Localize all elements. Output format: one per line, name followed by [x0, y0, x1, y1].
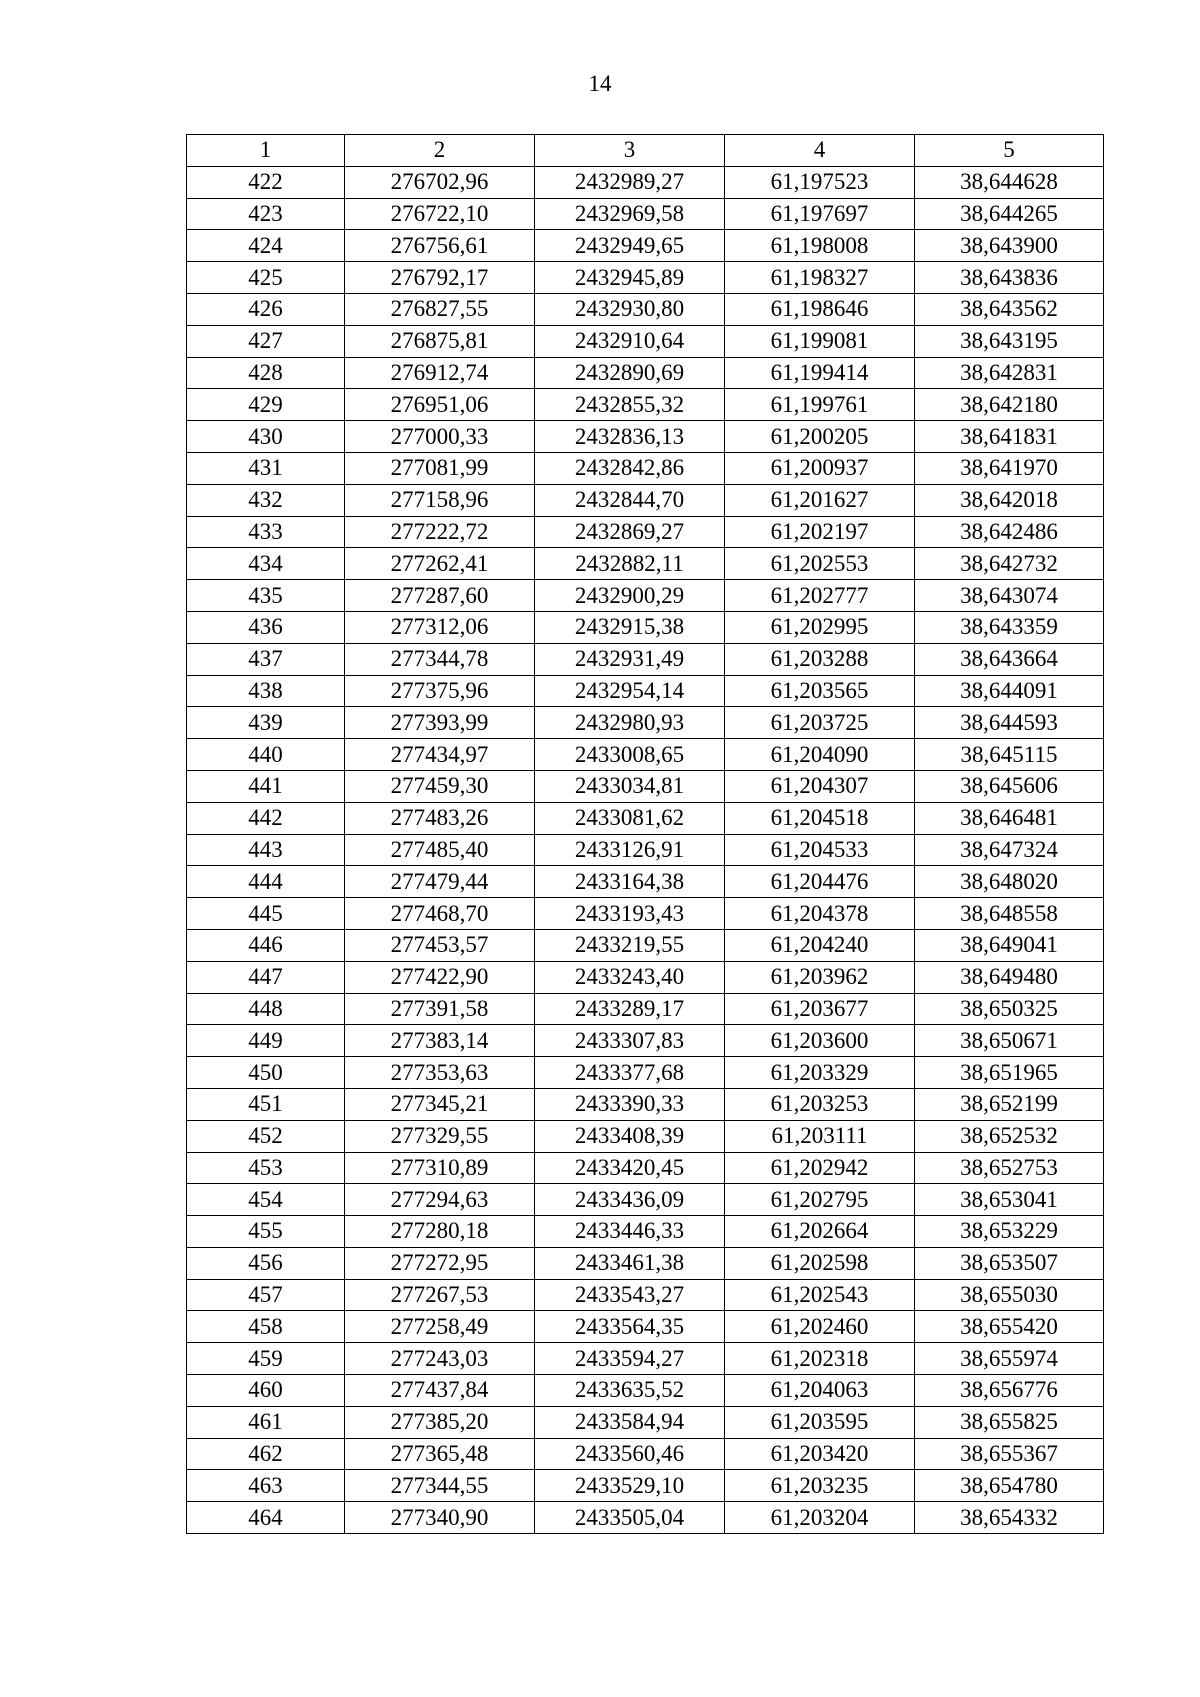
- table-row: [187, 1184, 1104, 1216]
- table-cell: 61,199081: [725, 325, 915, 357]
- table-cell: 2432930,80: [535, 293, 725, 325]
- table-cell: 2432945,89: [535, 262, 725, 294]
- table-body: [187, 166, 1104, 1533]
- table-row: [187, 357, 1104, 389]
- table-cell: 2432900,29: [535, 580, 725, 612]
- table-row: [187, 262, 1104, 294]
- table-cell: 61,197523: [725, 166, 915, 198]
- table-cell: 38,642018: [915, 484, 1104, 516]
- table-cell: 2433390,33: [535, 1088, 725, 1120]
- table-cell: 61,204378: [725, 898, 915, 930]
- table-cell: 38,643359: [915, 611, 1104, 643]
- table-cell: 2432980,93: [535, 707, 725, 739]
- table-cell: 276756,61: [345, 230, 535, 262]
- table-cell: 61,204533: [725, 834, 915, 866]
- table-cell: 61,202598: [725, 1247, 915, 1279]
- table-cell: 38,647324: [915, 834, 1104, 866]
- table-cell: 38,653507: [915, 1247, 1104, 1279]
- table-cell: 277272,95: [345, 1247, 535, 1279]
- table-cell: 38,652199: [915, 1088, 1104, 1120]
- table-row: [187, 611, 1104, 643]
- table-row: [187, 1152, 1104, 1184]
- table-cell: 61,203725: [725, 707, 915, 739]
- table-cell: 2433408,39: [535, 1120, 725, 1152]
- table-cell: 456: [187, 1247, 345, 1279]
- table-cell: 61,203420: [725, 1438, 915, 1470]
- table-cell: 430: [187, 421, 345, 453]
- table-cell: 38,650671: [915, 1025, 1104, 1057]
- table-cell: 277383,14: [345, 1025, 535, 1057]
- table-cell: 425: [187, 262, 345, 294]
- table-cell: 38,655974: [915, 1343, 1104, 1375]
- table-cell: 277310,89: [345, 1152, 535, 1184]
- table-cell: 453: [187, 1152, 345, 1184]
- table-cell: 277434,97: [345, 739, 535, 771]
- table-row: [187, 770, 1104, 802]
- table-cell: 277365,48: [345, 1438, 535, 1470]
- table-cell: 38,643074: [915, 580, 1104, 612]
- table-cell: 38,651965: [915, 1057, 1104, 1089]
- table-cell: 61,200205: [725, 421, 915, 453]
- table-cell: 277459,30: [345, 770, 535, 802]
- table-cell: 38,643900: [915, 230, 1104, 262]
- table-cell: 61,204240: [725, 929, 915, 961]
- table-cell: 438: [187, 675, 345, 707]
- table-cell: 2432869,27: [535, 516, 725, 548]
- table-cell: 2432855,32: [535, 389, 725, 421]
- table-cell: 38,655030: [915, 1279, 1104, 1311]
- table-cell: 277262,41: [345, 548, 535, 580]
- table-cell: 2432836,13: [535, 421, 725, 453]
- table-cell: 435: [187, 580, 345, 612]
- table-cell: 277468,70: [345, 898, 535, 930]
- table-row: [187, 675, 1104, 707]
- table-cell: 2432949,65: [535, 230, 725, 262]
- table-cell: 2433529,10: [535, 1470, 725, 1502]
- table-cell: 441: [187, 770, 345, 802]
- table-cell: 61,198646: [725, 293, 915, 325]
- table-row: [187, 230, 1104, 262]
- table-cell: 277329,55: [345, 1120, 535, 1152]
- column-header-1: 1: [187, 135, 345, 167]
- table-row: [187, 929, 1104, 961]
- table-cell: 2432989,27: [535, 166, 725, 198]
- table-cell: 277485,40: [345, 834, 535, 866]
- table-cell: 277267,53: [345, 1279, 535, 1311]
- table-cell: 61,202460: [725, 1311, 915, 1343]
- table-cell: 458: [187, 1311, 345, 1343]
- table-cell: 38,656776: [915, 1375, 1104, 1407]
- table-cell: 61,199761: [725, 389, 915, 421]
- table-cell: 2433193,43: [535, 898, 725, 930]
- table-cell: 424: [187, 230, 345, 262]
- table-cell: 2433219,55: [535, 929, 725, 961]
- table-cell: 440: [187, 739, 345, 771]
- table-cell: 61,200937: [725, 452, 915, 484]
- table-cell: 446: [187, 929, 345, 961]
- table-cell: 422: [187, 166, 345, 198]
- table-cell: 38,644628: [915, 166, 1104, 198]
- table-cell: 460: [187, 1375, 345, 1407]
- table-cell: 38,653229: [915, 1216, 1104, 1248]
- table-cell: 463: [187, 1470, 345, 1502]
- table-cell: 451: [187, 1088, 345, 1120]
- table-row: [187, 516, 1104, 548]
- column-header-3: 3: [535, 135, 725, 167]
- table-cell: 2433420,45: [535, 1152, 725, 1184]
- table-cell: 277243,03: [345, 1343, 535, 1375]
- table-cell: 277000,33: [345, 421, 535, 453]
- table-cell: 277391,58: [345, 993, 535, 1025]
- table-cell: 436: [187, 611, 345, 643]
- table-row: [187, 1120, 1104, 1152]
- table-cell: 276827,55: [345, 293, 535, 325]
- table-cell: 2432882,11: [535, 548, 725, 580]
- table-cell: 38,646481: [915, 802, 1104, 834]
- table-cell: 38,652753: [915, 1152, 1104, 1184]
- table-cell: 277345,21: [345, 1088, 535, 1120]
- table-row: [187, 1025, 1104, 1057]
- table-cell: 464: [187, 1502, 345, 1534]
- table-row: [187, 325, 1104, 357]
- table-row: [187, 739, 1104, 771]
- table-cell: 61,202995: [725, 611, 915, 643]
- column-header-5: 5: [915, 135, 1104, 167]
- table-cell: 38,644091: [915, 675, 1104, 707]
- table-cell: 38,643195: [915, 325, 1104, 357]
- table-cell: 277479,44: [345, 866, 535, 898]
- table-cell: 2433377,68: [535, 1057, 725, 1089]
- table-cell: 444: [187, 866, 345, 898]
- table-cell: 2433505,04: [535, 1502, 725, 1534]
- table-cell: 276875,81: [345, 325, 535, 357]
- table-row: [187, 1311, 1104, 1343]
- table-cell: 276912,74: [345, 357, 535, 389]
- table-cell: 61,202543: [725, 1279, 915, 1311]
- table-row: [187, 1343, 1104, 1375]
- table-cell: 2433081,62: [535, 802, 725, 834]
- table-cell: 2433446,33: [535, 1216, 725, 1248]
- table-row: [187, 802, 1104, 834]
- table-cell: 2433243,40: [535, 961, 725, 993]
- table-cell: 277081,99: [345, 452, 535, 484]
- table-cell: 61,203235: [725, 1470, 915, 1502]
- table-cell: 452: [187, 1120, 345, 1152]
- table-row: [187, 1438, 1104, 1470]
- table-cell: 38,645115: [915, 739, 1104, 771]
- table-cell: 61,202795: [725, 1184, 915, 1216]
- table-cell: 61,204307: [725, 770, 915, 802]
- table-row: [187, 866, 1104, 898]
- table-cell: 2432844,70: [535, 484, 725, 516]
- table-cell: 61,204090: [725, 739, 915, 771]
- table-row: [187, 452, 1104, 484]
- table-cell: 2433289,17: [535, 993, 725, 1025]
- table-cell: 38,648558: [915, 898, 1104, 930]
- table-cell: 38,650325: [915, 993, 1104, 1025]
- table-cell: 450: [187, 1057, 345, 1089]
- table-row: [187, 1088, 1104, 1120]
- table-cell: 38,644593: [915, 707, 1104, 739]
- table-cell: 2432954,14: [535, 675, 725, 707]
- table-cell: 448: [187, 993, 345, 1025]
- table-cell: 2433307,83: [535, 1025, 725, 1057]
- table-cell: 461: [187, 1406, 345, 1438]
- table-cell: 429: [187, 389, 345, 421]
- table-cell: 423: [187, 198, 345, 230]
- table-cell: 61,204063: [725, 1375, 915, 1407]
- table-cell: 2433461,38: [535, 1247, 725, 1279]
- table-cell: 38,642486: [915, 516, 1104, 548]
- table-row: [187, 198, 1104, 230]
- table-cell: 2433436,09: [535, 1184, 725, 1216]
- table-cell: 61,203288: [725, 643, 915, 675]
- column-header-2: 2: [345, 135, 535, 167]
- table-cell: 276792,17: [345, 262, 535, 294]
- table-cell: 2432910,64: [535, 325, 725, 357]
- table-cell: 276702,96: [345, 166, 535, 198]
- table-cell: 459: [187, 1343, 345, 1375]
- table-cell: 2433564,35: [535, 1311, 725, 1343]
- table-cell: 434: [187, 548, 345, 580]
- table-cell: 437: [187, 643, 345, 675]
- table-cell: 276722,10: [345, 198, 535, 230]
- table-cell: 38,641970: [915, 452, 1104, 484]
- table-cell: 457: [187, 1279, 345, 1311]
- table-cell: 455: [187, 1216, 345, 1248]
- table-cell: 443: [187, 834, 345, 866]
- table-cell: 431: [187, 452, 345, 484]
- table-cell: 277385,20: [345, 1406, 535, 1438]
- table-cell: 2433594,27: [535, 1343, 725, 1375]
- table-cell: 2433034,81: [535, 770, 725, 802]
- table-cell: 61,203565: [725, 675, 915, 707]
- table-cell: 449: [187, 1025, 345, 1057]
- table-cell: 276951,06: [345, 389, 535, 421]
- table-cell: 439: [187, 707, 345, 739]
- table-cell: 61,201627: [725, 484, 915, 516]
- table-cell: 61,198327: [725, 262, 915, 294]
- table-row: [187, 898, 1104, 930]
- table-cell: 61,202942: [725, 1152, 915, 1184]
- table-cell: 2433635,52: [535, 1375, 725, 1407]
- table-cell: 2432969,58: [535, 198, 725, 230]
- table-cell: 61,203204: [725, 1502, 915, 1534]
- table-cell: 462: [187, 1438, 345, 1470]
- table-cell: 61,203962: [725, 961, 915, 993]
- table-cell: 277258,49: [345, 1311, 535, 1343]
- table-row: [187, 166, 1104, 198]
- table-cell: 277287,60: [345, 580, 535, 612]
- table-cell: 61,202553: [725, 548, 915, 580]
- table-cell: 38,655420: [915, 1311, 1104, 1343]
- table-cell: 277353,63: [345, 1057, 535, 1089]
- table-cell: 277294,63: [345, 1184, 535, 1216]
- table-row: [187, 484, 1104, 516]
- table-row: [187, 707, 1104, 739]
- table-cell: 277312,06: [345, 611, 535, 643]
- table-cell: 433: [187, 516, 345, 548]
- table-cell: 426: [187, 293, 345, 325]
- table-cell: 277422,90: [345, 961, 535, 993]
- table-cell: 61,199414: [725, 357, 915, 389]
- table-cell: 445: [187, 898, 345, 930]
- table-cell: 2433008,65: [535, 739, 725, 771]
- table-cell: 38,643562: [915, 293, 1104, 325]
- table-cell: 277344,55: [345, 1470, 535, 1502]
- table-cell: 277280,18: [345, 1216, 535, 1248]
- header-row: [187, 135, 1104, 167]
- table-row: [187, 1216, 1104, 1248]
- coordinates-table: [186, 134, 1104, 1534]
- table-cell: 61,203595: [725, 1406, 915, 1438]
- table-cell: 277453,57: [345, 929, 535, 961]
- table-cell: 277222,72: [345, 516, 535, 548]
- table-cell: 277483,26: [345, 802, 535, 834]
- table-row: [187, 580, 1104, 612]
- table-cell: 61,203329: [725, 1057, 915, 1089]
- table-row: [187, 1502, 1104, 1534]
- table-cell: 447: [187, 961, 345, 993]
- table-cell: 2433560,46: [535, 1438, 725, 1470]
- table-cell: 277340,90: [345, 1502, 535, 1534]
- table-cell: 277393,99: [345, 707, 535, 739]
- table-row: [187, 1470, 1104, 1502]
- table-cell: 61,203600: [725, 1025, 915, 1057]
- table-cell: 277344,78: [345, 643, 535, 675]
- table-cell: 2433126,91: [535, 834, 725, 866]
- table-row: [187, 1406, 1104, 1438]
- table-cell: 61,202777: [725, 580, 915, 612]
- table-row: [187, 293, 1104, 325]
- table-cell: 38,653041: [915, 1184, 1104, 1216]
- table-row: [187, 548, 1104, 580]
- table-cell: 38,652532: [915, 1120, 1104, 1152]
- table-cell: 2432890,69: [535, 357, 725, 389]
- table-row: [187, 389, 1104, 421]
- table-row: [187, 961, 1104, 993]
- table-cell: 38,641831: [915, 421, 1104, 453]
- table-cell: 38,654332: [915, 1502, 1104, 1534]
- table-cell: 61,203253: [725, 1088, 915, 1120]
- page-number: 14: [588, 71, 612, 96]
- table-cell: 2432915,38: [535, 611, 725, 643]
- table-cell: 61,198008: [725, 230, 915, 262]
- table-cell: 2433584,94: [535, 1406, 725, 1438]
- table-cell: 61,204476: [725, 866, 915, 898]
- table-cell: 61,202318: [725, 1343, 915, 1375]
- table-cell: 442: [187, 802, 345, 834]
- table-cell: 38,649480: [915, 961, 1104, 993]
- table-row: [187, 1247, 1104, 1279]
- table-cell: 2433164,38: [535, 866, 725, 898]
- table-cell: 38,642732: [915, 548, 1104, 580]
- table-cell: 428: [187, 357, 345, 389]
- table-cell: 2432842,86: [535, 452, 725, 484]
- table-cell: 38,648020: [915, 866, 1104, 898]
- table-cell: 38,644265: [915, 198, 1104, 230]
- table-cell: 61,204518: [725, 802, 915, 834]
- table-cell: 2432931,49: [535, 643, 725, 675]
- table-row: [187, 993, 1104, 1025]
- table-cell: 61,197697: [725, 198, 915, 230]
- table-cell: 2433543,27: [535, 1279, 725, 1311]
- table-cell: 277375,96: [345, 675, 535, 707]
- table-row: [187, 421, 1104, 453]
- table-cell: 38,645606: [915, 770, 1104, 802]
- table-cell: 38,642180: [915, 389, 1104, 421]
- table-cell: 38,643664: [915, 643, 1104, 675]
- table-header: [187, 135, 1104, 167]
- table-cell: 38,649041: [915, 929, 1104, 961]
- column-header-4: 4: [725, 135, 915, 167]
- table-cell: 277158,96: [345, 484, 535, 516]
- table-row: [187, 643, 1104, 675]
- table-cell: 61,203677: [725, 993, 915, 1025]
- table-row: [187, 834, 1104, 866]
- table-cell: 61,202197: [725, 516, 915, 548]
- table-cell: 38,642831: [915, 357, 1104, 389]
- table-cell: 277437,84: [345, 1375, 535, 1407]
- table-cell: 454: [187, 1184, 345, 1216]
- table-cell: 38,655825: [915, 1406, 1104, 1438]
- table-row: [187, 1279, 1104, 1311]
- table-cell: 38,655367: [915, 1438, 1104, 1470]
- table-row: [187, 1375, 1104, 1407]
- table-cell: 38,654780: [915, 1470, 1104, 1502]
- table-row: [187, 1057, 1104, 1089]
- table-cell: 61,203111: [725, 1120, 915, 1152]
- table-cell: 432: [187, 484, 345, 516]
- table-cell: 61,202664: [725, 1216, 915, 1248]
- table-cell: 38,643836: [915, 262, 1104, 294]
- table-cell: 427: [187, 325, 345, 357]
